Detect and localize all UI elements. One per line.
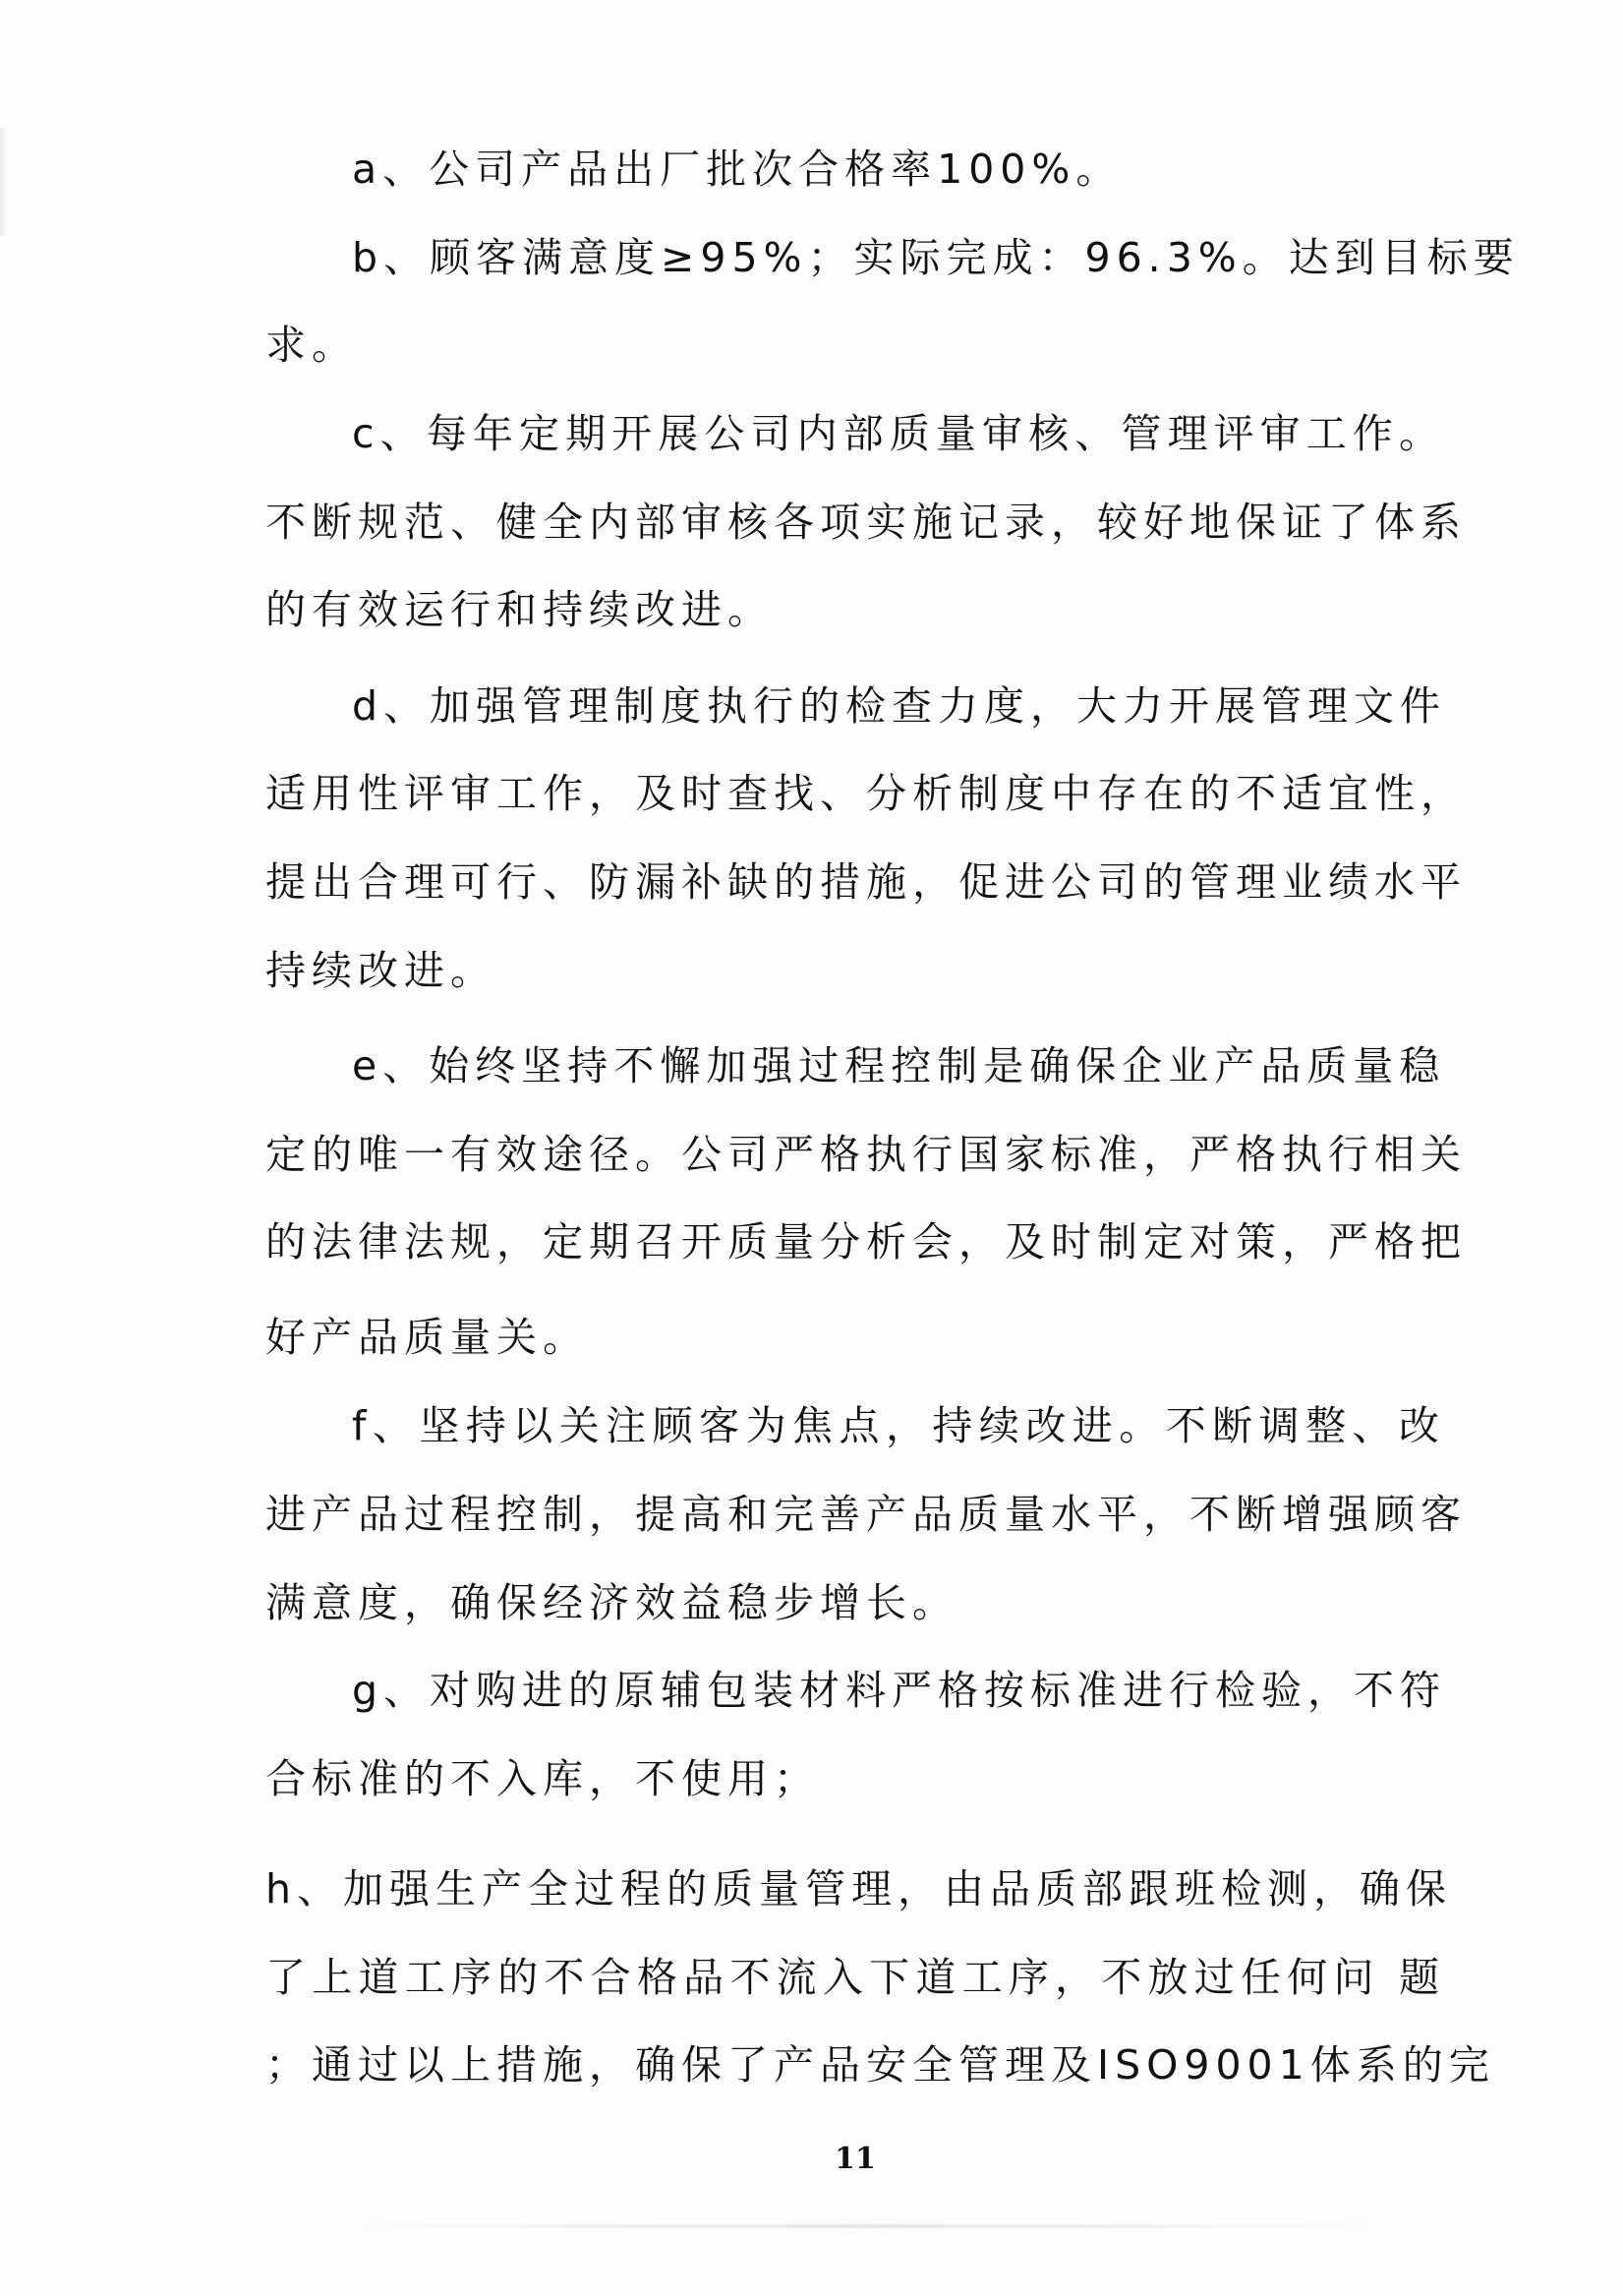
paragraph-c-line-2: 不断规范、健全内部审核各项实施记录，较好地保证了体系 <box>265 499 1467 546</box>
page-number: 11 <box>835 2142 876 2176</box>
paragraph-d-line-3: 提出合理可行、防漏补缺的措施，促进公司的管理业绩水平 <box>265 858 1467 906</box>
paragraph-b-line-1: b、顾客满意度≥95%；实际完成：96.3%。达到目标要 <box>352 234 1520 281</box>
paragraph-h-line-2: 了上道工序的不合格品不流入下道工序，不放过任何问 题 <box>265 1954 1445 2001</box>
scan-edge-mark <box>0 128 8 236</box>
paragraph-f-line-1: f、坚持以关注顾客为焦点，持续改进。不断调整、改 <box>352 1402 1445 1449</box>
paragraph-d-line-2: 适用性评审工作，及时查找、分析制度中存在的不适宜性， <box>265 770 1467 817</box>
paragraph-a-line-1: a、公司产品出厂批次合格率100%。 <box>352 146 1123 193</box>
paragraph-g-line-1: g、对购进的原辅包装材料严格按标准进行检验，不符 <box>352 1667 1447 1714</box>
paragraph-h-line-3: ；通过以上措施，确保了产品安全管理及ISO9001体系的完 <box>265 2041 1495 2089</box>
paragraph-c-line-1: c、每年定期开展公司内部质量审核、管理评审工作。 <box>352 410 1445 457</box>
paragraph-b-line-2: 求。 <box>265 322 358 369</box>
paragraph-d-line-1: d、加强管理制度执行的检查力度，大力开展管理文件 <box>352 682 1447 730</box>
paragraph-c-line-3: 的有效运行和持续改进。 <box>265 586 774 633</box>
paragraph-d-line-4: 持续改进。 <box>265 947 496 994</box>
scan-bottom-mark <box>324 2224 1406 2228</box>
paragraph-f-line-3: 满意度，确保经济效益稳步增长。 <box>265 1579 958 1626</box>
paragraph-h-line-1: h、加强生产全过程的质量管理，由品质部跟班检测，确保 <box>265 1865 1452 1913</box>
paragraph-g-line-2: 合标准的不入库，不使用； <box>265 1755 820 1802</box>
paragraph-e-line-4: 好产品质量关。 <box>265 1314 589 1361</box>
paragraph-e-line-1: e、始终坚持不懈加强过程控制是确保企业产品质量稳 <box>352 1042 1446 1089</box>
paragraph-e-line-3: 的法律法规，定期召开质量分析会，及时制定对策，严格把 <box>265 1218 1467 1266</box>
paragraph-e-line-2: 定的唯一有效途径。公司严格执行国家标准，严格执行相关 <box>265 1131 1467 1178</box>
paragraph-f-line-2: 进产品过程控制，提高和完善产品质量水平，不断增强顾客 <box>265 1491 1467 1538</box>
